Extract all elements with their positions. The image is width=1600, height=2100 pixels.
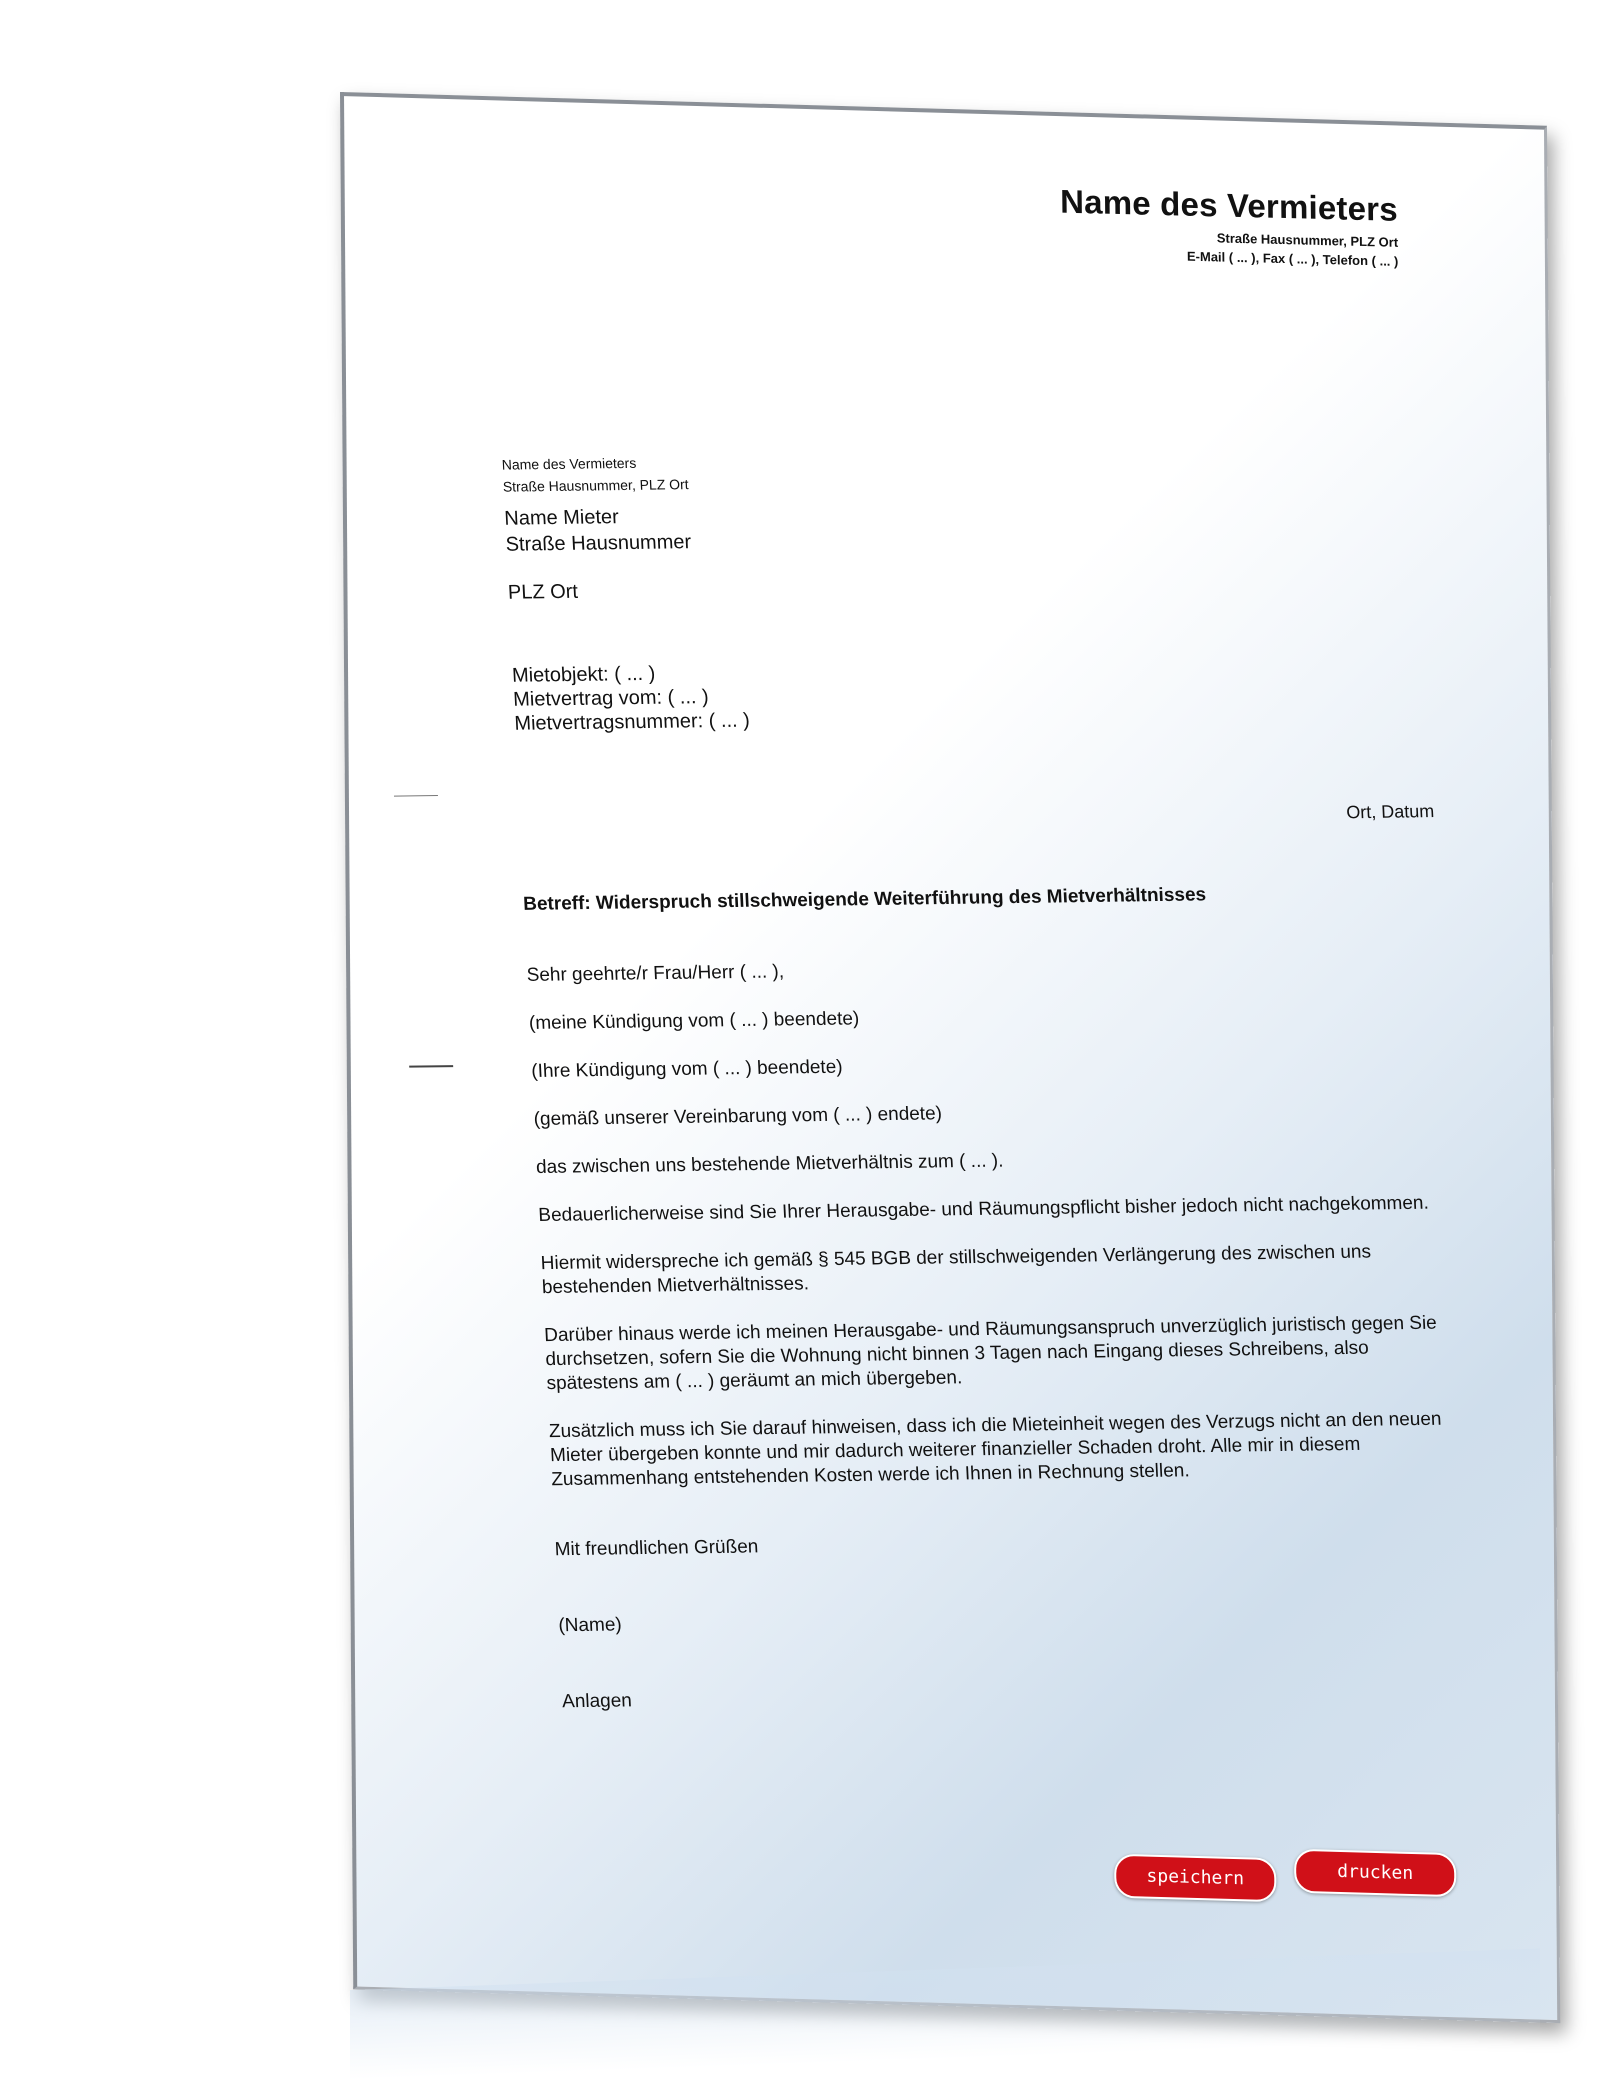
reference-block <box>511 660 750 735</box>
recipient-street: Straße Hausnummer <box>505 531 692 556</box>
letterhead-address: Straße Hausnummer, PLZ Ort <box>1217 230 1399 250</box>
letter-content <box>305 109 1596 2017</box>
sender-name: Name des Vermieters <box>501 454 637 473</box>
letterhead <box>1060 183 1398 269</box>
body-option-1: (meine Kündigung vom ( ... ) beendete) <box>528 1008 860 1034</box>
body-line-4: das zwischen uns bestehende Mietverhältnis zum ( ... ). <box>535 1150 1004 1179</box>
date-line: Ort, Datum <box>1345 801 1435 823</box>
subject-line: Betreff: Widerspruch stillschweigende Weiterführung des Mietverhältnisses <box>522 884 1207 915</box>
reference-object: Mietobjekt: ( ... ) <box>511 662 656 687</box>
reference-contract-number: Mietvertragsnummer: ( ... ) <box>513 709 751 735</box>
save-button[interactable]: speichern <box>1114 1854 1276 1903</box>
letter-page <box>340 92 1560 2023</box>
recipient-name: Name Mieter <box>503 506 620 530</box>
salutation: Sehr geehrte/r Frau/Herr ( ... ), <box>526 961 785 986</box>
print-button[interactable]: drucken <box>1294 1849 1456 1898</box>
reference-contract-date: Mietvertrag vom: ( ... ) <box>512 686 710 711</box>
signature: (Name) <box>557 1614 623 1637</box>
sender-address: Straße Hausnummer, PLZ Ort <box>502 476 689 495</box>
punch-mark <box>409 1065 453 1068</box>
recipient-city: PLZ Ort <box>507 580 579 604</box>
recipient-address <box>504 503 694 606</box>
body-option-3: (gemäß unserer Vereinbarung vom ( ... ) endete) <box>533 1103 943 1131</box>
body-paragraph-2: Hiermit widerspreche ich gemäß § 545 BGB der stillschweigenden Verlängerung des zwischen uns bestehenden Mietverhältnisses. <box>540 1241 1372 1299</box>
body-paragraph-4: Zusätzlich muss ich Sie darauf hinweisen, dass ich die Mieteinheit wegen des Verzugs nicht an den neuen Mieter übergeben konnte und mir dadurch weiterer finanzieller Schaden droht. Alle mir in diesem Zusammenhang entstehenden Kosten werde ich Ihnen in Rechnung stellen. <box>548 1408 1442 1491</box>
letter-body <box>526 951 1463 1738</box>
body-option-2: (Ihre Kündigung vom ( ... ) beendete) <box>530 1056 844 1082</box>
letterhead-name: Name des Vermieters <box>1060 182 1399 228</box>
closing: Mit freundlichen Grüßen <box>554 1536 759 1561</box>
letterhead-contact: E-Mail ( ... ), Fax ( ... ), Telefon ( ... ) <box>1187 248 1399 269</box>
fold-mark <box>394 795 438 797</box>
sender-line <box>501 451 689 498</box>
attachments: Anlagen <box>561 1690 633 1713</box>
body-paragraph-1: Bedauerlicherweise sind Sie Ihrer Herausgabe- und Räumungspflicht bisher jedoch nicht nachgekommen. <box>537 1192 1430 1227</box>
body-paragraph-3: Darüber hinaus werde ich meinen Herausgabe- und Räumungsanspruch unverzüglich juristisch gegen Sie durchsetzen, sofern Sie die Wohnung nicht binnen 3 Tagen nach Eingang dieses Schreibens, also spätestens am ( ... ) geräumt an mich übergeben. <box>543 1312 1438 1395</box>
